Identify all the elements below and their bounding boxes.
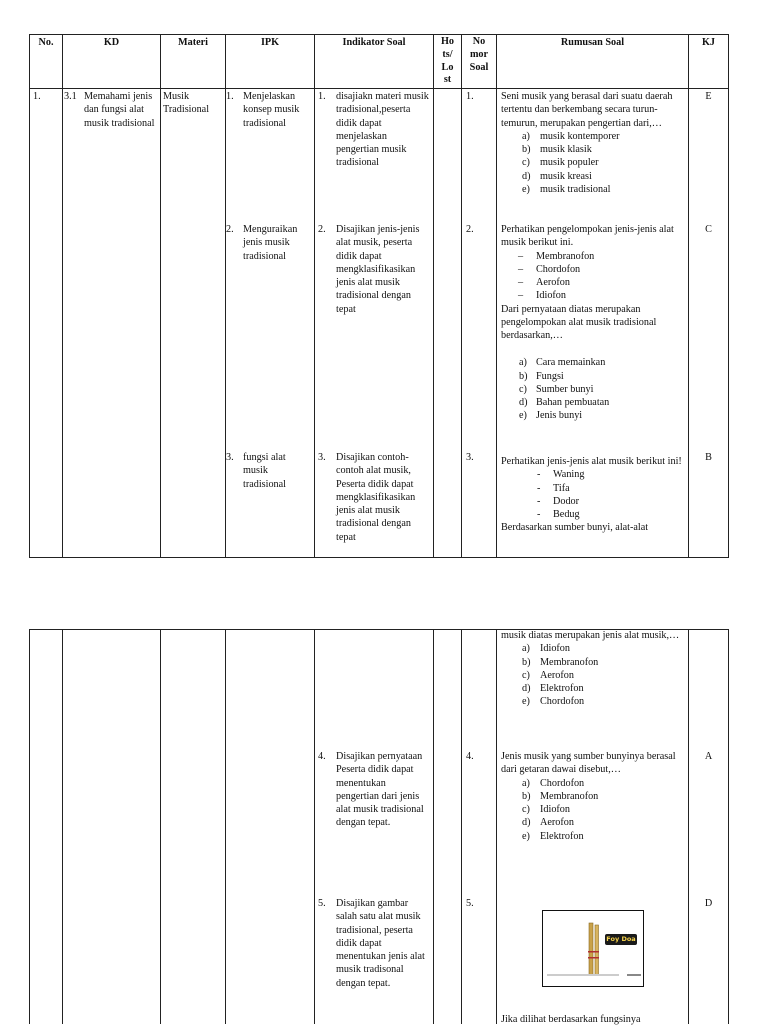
question-3-stem-continued: musik diatas merupakan jenis alat musik,…: [501, 630, 680, 641]
nomor-soal-2: 2.: [466, 224, 474, 235]
question-3-stem: Berdasarkan sumber bunyi, alat-alat: [501, 522, 649, 534]
kunci-jawaban-5: D: [704, 898, 713, 909]
image-footer-mark: [627, 974, 641, 976]
header-kj: KJ: [701, 37, 716, 48]
nomor-soal-3: 3.: [466, 452, 474, 463]
materi-cell: Musik Tradisional: [163, 91, 210, 116]
header-nomor-soal: No mor Soal: [469, 36, 489, 73]
rumusan-soal-4: [501, 750, 686, 843]
nomor-soal-4: 4.: [466, 751, 474, 762]
question-2-options: a) Cara memainkan b) Fungsi c) Sumber bunyi d) Bahan pembuatan e) Jenis bunyi: [519, 357, 610, 422]
question-4-text: Jenis musik yang sumber bunyinya berasal dari getaran dawai disebut,…: [501, 751, 676, 776]
row-number: 1.: [33, 91, 41, 102]
kd-text: Memahami jenis dan fungsi alat musik tradisional: [84, 91, 155, 129]
header-ipk: IPK: [260, 37, 280, 48]
indikator-4: 4. Disajikan pernyataan Peserta didik dapat menentukan pengertian dari jenis alat musik tradisional dengan tepat.: [318, 751, 424, 829]
question-5-text: Jika dilihat berdasarkan fungsinya: [501, 1014, 641, 1025]
rumusan-soal-2: [501, 223, 686, 423]
kunci-jawaban-4: A: [704, 751, 713, 762]
indikator-1: 1. disajiakn materi musik tradisional,peserta didik dapat menjelaskan pengertian musik tradisional: [318, 91, 429, 169]
question-2-bullets: – Membranofon – Chordofon – Aerofon – Idiofon: [518, 250, 595, 302]
kunci-jawaban-3: B: [705, 452, 712, 463]
question-1-text: Seni musik yang berasal dari suatu daerah tertentu dan berkembang secara turun-temurun, merupakan pengertian dari,…: [501, 91, 673, 129]
nomor-soal-1: 1.: [466, 91, 474, 102]
indikator-3: 3. Disajikan contoh-contoh alat musik, Peserta didik dapat mengklasifikasikan jenis alat musik tradisional dengan tepat: [318, 452, 416, 543]
header-indikator: Indikator Soal: [342, 37, 406, 48]
ipk-1: 1. Menjelaskan konsep musik tradisional: [226, 91, 300, 129]
image-caption: Foy Doa: [606, 935, 636, 943]
question-2-text: Perhatikan pengelompokan jenis-jenis alat musik berikut ini.: [501, 224, 674, 249]
kd-cell: [64, 90, 158, 130]
header-rumusan-soal: Rumusan Soal: [560, 37, 625, 48]
rumusan-soal-1: [501, 90, 686, 196]
header-no: No.: [38, 37, 54, 48]
question-3-options: a) Idiofon b) Membranofon c) Aerofon d) Elektrofon e) Chordofon: [522, 643, 599, 708]
rumusan-soal-3-continued: [501, 629, 686, 709]
indikator-2: 2. Disajikan jenis-jenis alat musik, peserta didik dapat mengklasifikasikan jenis alat musik tradisional dengan tepat: [318, 224, 420, 315]
rumusan-soal-3: [501, 455, 686, 535]
instrument-image: [542, 910, 644, 987]
question-4-options: a) Chordofon b) Membranofon c) Idiofon d) Aerofon e) Elektrofon: [522, 777, 599, 842]
header-materi: Materi: [178, 37, 208, 48]
kunci-jawaban-2: C: [705, 224, 712, 235]
question-1-options: a) musik kontemporer b) musik klasik c) musik populer d) musik kreasi e) musik tradisional: [522, 130, 620, 195]
ipk-2: 2. Menguraikan jenis musik tradisional: [226, 224, 298, 262]
question-3-bullets: - Waning - Tifa - Dodor - Bedug: [537, 469, 585, 520]
nomor-soal-5: 5.: [466, 898, 474, 909]
kunci-jawaban-1: E: [705, 91, 712, 102]
header-hots-lost: Ho ts/ Lo st: [440, 36, 455, 86]
image-footer-line: [547, 974, 619, 976]
header-kd: KD: [103, 37, 120, 48]
ipk-3: 3. fungsi alat musik tradisional: [226, 452, 287, 490]
question-2-stem: Dari pernyataan diatas merupakan pengelompokan alat musik tradisional berdasarkan,…: [501, 303, 657, 341]
kd-number: 3.1: [64, 91, 77, 102]
question-3-text: Perhatikan jenis-jenis alat musik berikut ini!: [501, 456, 682, 467]
indikator-5: 5. Disajikan gambar salah satu alat musik tradisional, peserta didik dapat menentukan jenis alat musik tradisonal dengan tepat.: [318, 898, 425, 989]
